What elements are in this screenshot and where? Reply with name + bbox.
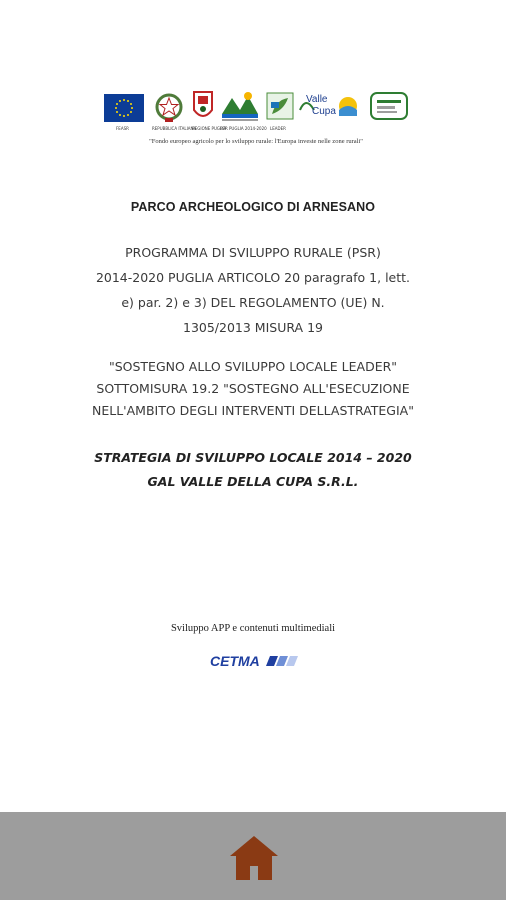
- psr-puglia-logo: [218, 88, 262, 130]
- cetma-logo-text: CETMA: [210, 653, 260, 669]
- logo-caption-repubblica: REPUBBLICA ITALIANA: [152, 126, 197, 131]
- logo-caption-psr: PSR PUGLIA 2014-2020: [220, 126, 267, 131]
- italian-republic-emblem-logo: [154, 92, 184, 128]
- strategy-line: STRATEGIA DI SVILUPPO LOCALE 2014 – 2020: [94, 450, 412, 465]
- misura19-logo: [370, 92, 408, 126]
- psr-line: e) par. 2) e 3) DEL REGOLAMENTO (UE) N.: [121, 295, 385, 310]
- psr-paragraph: [60, 240, 446, 340]
- gal-valle-della-cupa-logo: [298, 90, 358, 126]
- eu-flag-logo: [104, 94, 144, 122]
- credits-label: Sviluppo APP e contenuti multimediali: [170, 623, 336, 634]
- regione-puglia-logo: [192, 90, 214, 128]
- strategy-paragraph: [60, 446, 446, 494]
- home-icon: [228, 834, 280, 882]
- page-title: PARCO ARCHEOLOGICO DI ARNESANO: [130, 200, 376, 214]
- leader-paragraph: [60, 356, 446, 422]
- logo-caption-feasr: FEASR: [116, 126, 129, 131]
- psr-line: PROGRAMMA DI SVILUPPO RURALE (PSR): [125, 245, 381, 260]
- valle-cupa-logo-text: Valle: [306, 94, 328, 105]
- logo-caption-puglia: REGIONE PUGLIA: [192, 126, 227, 131]
- logo-caption-leader: LEADER: [270, 126, 286, 131]
- psr-line: 2014-2020 PUGLIA ARTICOLO 20 paragrafo 1, lett.: [95, 270, 411, 285]
- strategy-line: GAL VALLE DELLA CUPA S.R.L.: [147, 474, 359, 489]
- leader-line: SOTTOMISURA 19.2 "SOSTEGNO ALL'ESECUZIONE: [96, 381, 410, 396]
- home-button[interactable]: [228, 834, 280, 882]
- psr-line: 1305/2013 MISURA 19: [183, 320, 323, 335]
- cetma-logo: [208, 652, 300, 670]
- svg-text:Cupa: Cupa: [312, 106, 336, 117]
- funding-logos: [100, 88, 412, 136]
- leader-logo: [266, 92, 294, 126]
- leader-line: "SOSTEGNO ALLO SVILUPPO LOCALE LEADER": [108, 359, 398, 374]
- leader-line: NELL'AMBITO DEGLI INTERVENTI DELLASTRATEGIA": [92, 403, 414, 418]
- logos-caption: "Fondo europeo agricolo per lo sviluppo rurale: l'Europa investe nelle zone rurali": [149, 138, 363, 145]
